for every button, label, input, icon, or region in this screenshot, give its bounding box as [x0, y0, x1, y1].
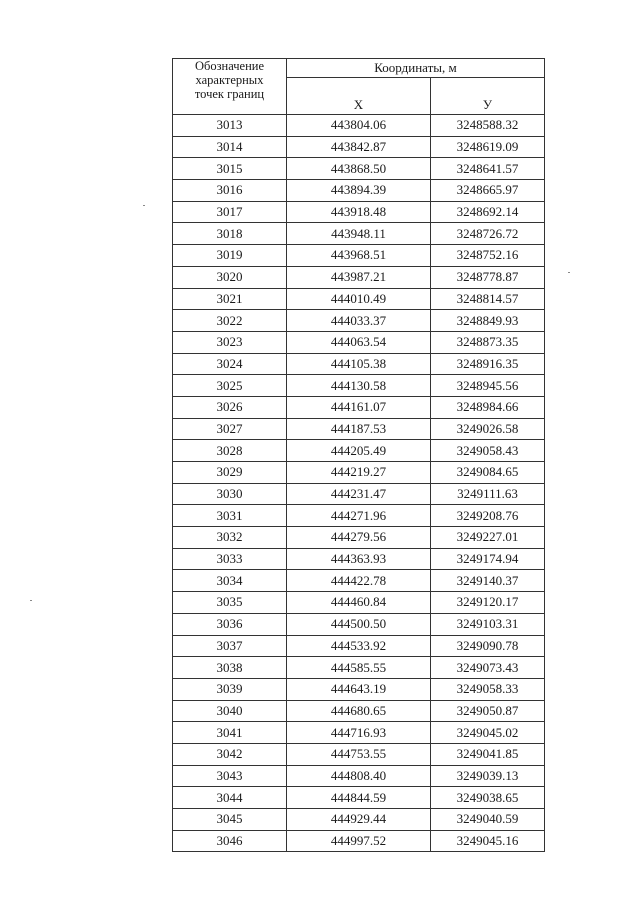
- x-coordinate-cell: 443918.48: [287, 201, 431, 223]
- table-row: [173, 635, 545, 657]
- point-id-cell: 3015: [173, 158, 287, 180]
- x-coordinate-cell: 444844.59: [287, 787, 431, 809]
- x-coordinate-cell: 444010.49: [287, 288, 431, 310]
- point-label-line-1: Обозначение: [194, 59, 265, 73]
- y-coordinate-cell: 3248641.57: [431, 158, 545, 180]
- y-coordinate-cell: 3249084.65: [431, 462, 545, 484]
- table-row: [173, 830, 545, 852]
- point-id-cell: 3027: [173, 418, 287, 440]
- y-coordinate-cell: 3249058.33: [431, 678, 545, 700]
- y-coordinate-cell: 3248665.97: [431, 180, 545, 202]
- point-id-cell: 3026: [173, 396, 287, 418]
- y-coordinate-cell: 3248873.35: [431, 331, 545, 353]
- table-row: [173, 743, 545, 765]
- point-id-cell: 3013: [173, 115, 287, 137]
- coordinates-header: Координаты, м: [287, 59, 545, 78]
- point-id-cell: 3045: [173, 809, 287, 831]
- table-row: [173, 765, 545, 787]
- y-coordinate-cell: 3249058.43: [431, 440, 545, 462]
- x-coordinate-cell: 444363.93: [287, 548, 431, 570]
- y-coordinate-cell: 3249045.02: [431, 722, 545, 744]
- table-row: [173, 396, 545, 418]
- table-row: [173, 245, 545, 267]
- x-coordinate-cell: 444753.55: [287, 743, 431, 765]
- x-coordinate-cell: 444643.19: [287, 678, 431, 700]
- x-coordinate-cell: 444187.53: [287, 418, 431, 440]
- table-row: [173, 462, 545, 484]
- x-coordinate-cell: 444063.54: [287, 331, 431, 353]
- point-id-cell: 3040: [173, 700, 287, 722]
- point-id-cell: 3041: [173, 722, 287, 744]
- y-coordinate-cell: 3248945.56: [431, 375, 545, 397]
- point-id-cell: 3016: [173, 180, 287, 202]
- point-label-header: [173, 59, 287, 115]
- point-id-cell: 3044: [173, 787, 287, 809]
- y-coordinate-cell: 3248814.57: [431, 288, 545, 310]
- y-coordinate-cell: 3249039.13: [431, 765, 545, 787]
- scan-speck: [143, 205, 145, 206]
- point-id-cell: 3029: [173, 462, 287, 484]
- y-coordinate-cell: 3248752.16: [431, 245, 545, 267]
- table-row: [173, 700, 545, 722]
- point-id-cell: 3038: [173, 657, 287, 679]
- table-row: [173, 310, 545, 332]
- point-id-cell: 3023: [173, 331, 287, 353]
- point-label-line-3: точек границ: [194, 87, 265, 101]
- table-header: [173, 59, 545, 115]
- table-row: [173, 115, 545, 137]
- x-coordinate-cell: 444997.52: [287, 830, 431, 852]
- point-id-cell: 3035: [173, 592, 287, 614]
- point-id-cell: 3042: [173, 743, 287, 765]
- point-id-cell: 3018: [173, 223, 287, 245]
- point-id-cell: 3030: [173, 483, 287, 505]
- x-coordinate-cell: 443868.50: [287, 158, 431, 180]
- y-coordinate-cell: 3249050.87: [431, 700, 545, 722]
- x-coordinate-cell: 444033.37: [287, 310, 431, 332]
- x-coordinate-cell: 443968.51: [287, 245, 431, 267]
- y-coordinate-cell: 3248984.66: [431, 396, 545, 418]
- table-row: [173, 657, 545, 679]
- y-coordinate-cell: 3249140.37: [431, 570, 545, 592]
- point-id-cell: 3025: [173, 375, 287, 397]
- x-coordinate-cell: 444105.38: [287, 353, 431, 375]
- x-coordinate-cell: 444585.55: [287, 657, 431, 679]
- y-column-header: У: [431, 78, 545, 115]
- x-coordinate-cell: 444460.84: [287, 592, 431, 614]
- table-row: [173, 331, 545, 353]
- x-coordinate-cell: 443842.87: [287, 136, 431, 158]
- table-row: [173, 548, 545, 570]
- y-coordinate-cell: 3248619.09: [431, 136, 545, 158]
- x-coordinate-cell: 444161.07: [287, 396, 431, 418]
- y-coordinate-cell: 3248692.14: [431, 201, 545, 223]
- table-row: [173, 266, 545, 288]
- table-row: [173, 505, 545, 527]
- table-row: [173, 613, 545, 635]
- point-id-cell: 3037: [173, 635, 287, 657]
- point-id-cell: 3022: [173, 310, 287, 332]
- x-coordinate-cell: 444271.96: [287, 505, 431, 527]
- y-coordinate-cell: 3249174.94: [431, 548, 545, 570]
- point-id-cell: 3028: [173, 440, 287, 462]
- x-coordinate-cell: 444716.93: [287, 722, 431, 744]
- table-row: [173, 418, 545, 440]
- point-id-cell: 3046: [173, 830, 287, 852]
- x-coordinate-cell: 444130.58: [287, 375, 431, 397]
- y-coordinate-cell: 3248849.93: [431, 310, 545, 332]
- y-coordinate-cell: 3249120.17: [431, 592, 545, 614]
- table-body: [173, 115, 545, 852]
- x-coordinate-cell: 444680.65: [287, 700, 431, 722]
- x-coordinate-cell: 444219.27: [287, 462, 431, 484]
- point-id-cell: 3032: [173, 527, 287, 549]
- point-id-cell: 3033: [173, 548, 287, 570]
- table-row: [173, 375, 545, 397]
- table-row: [173, 527, 545, 549]
- x-coordinate-cell: 444929.44: [287, 809, 431, 831]
- y-coordinate-cell: 3249090.78: [431, 635, 545, 657]
- scan-speck: [30, 600, 32, 601]
- y-coordinate-cell: 3248778.87: [431, 266, 545, 288]
- point-id-cell: 3024: [173, 353, 287, 375]
- x-column-header: X: [287, 78, 431, 115]
- table-row: [173, 223, 545, 245]
- y-coordinate-cell: 3249227.01: [431, 527, 545, 549]
- table-row: [173, 787, 545, 809]
- x-coordinate-cell: 443948.11: [287, 223, 431, 245]
- y-coordinate-cell: 3249026.58: [431, 418, 545, 440]
- table-row: [173, 809, 545, 831]
- x-coordinate-cell: 443804.06: [287, 115, 431, 137]
- x-coordinate-cell: 444205.49: [287, 440, 431, 462]
- point-label-line-2: характерных: [195, 73, 264, 87]
- table-row: [173, 592, 545, 614]
- y-coordinate-cell: 3248588.32: [431, 115, 545, 137]
- x-coordinate-cell: 444279.56: [287, 527, 431, 549]
- y-coordinate-cell: 3249040.59: [431, 809, 545, 831]
- table-row: [173, 440, 545, 462]
- x-coordinate-cell: 444533.92: [287, 635, 431, 657]
- table-row: [173, 678, 545, 700]
- point-id-cell: 3036: [173, 613, 287, 635]
- point-id-cell: 3021: [173, 288, 287, 310]
- point-id-cell: 3031: [173, 505, 287, 527]
- point-id-cell: 3017: [173, 201, 287, 223]
- table-row: [173, 136, 545, 158]
- table-row: [173, 180, 545, 202]
- table-row: [173, 158, 545, 180]
- table-row: [173, 288, 545, 310]
- point-id-cell: 3034: [173, 570, 287, 592]
- y-coordinate-cell: 3249073.43: [431, 657, 545, 679]
- table-row: [173, 570, 545, 592]
- point-id-cell: 3019: [173, 245, 287, 267]
- y-coordinate-cell: 3249208.76: [431, 505, 545, 527]
- point-id-cell: 3014: [173, 136, 287, 158]
- y-coordinate-cell: 3249111.63: [431, 483, 545, 505]
- point-id-cell: 3039: [173, 678, 287, 700]
- scan-speck: [568, 272, 570, 273]
- y-coordinate-cell: 3248916.35: [431, 353, 545, 375]
- x-coordinate-cell: 443894.39: [287, 180, 431, 202]
- x-coordinate-cell: 444422.78: [287, 570, 431, 592]
- table-row: [173, 201, 545, 223]
- y-coordinate-cell: 3249103.31: [431, 613, 545, 635]
- table-row: [173, 722, 545, 744]
- point-id-cell: 3043: [173, 765, 287, 787]
- coordinates-table: [172, 58, 545, 852]
- table-row: [173, 483, 545, 505]
- x-coordinate-cell: 443987.21: [287, 266, 431, 288]
- y-coordinate-cell: 3249045.16: [431, 830, 545, 852]
- table-row: [173, 353, 545, 375]
- x-coordinate-cell: 444231.47: [287, 483, 431, 505]
- y-coordinate-cell: 3249038.65: [431, 787, 545, 809]
- x-coordinate-cell: 444500.50: [287, 613, 431, 635]
- point-id-cell: 3020: [173, 266, 287, 288]
- y-coordinate-cell: 3248726.72: [431, 223, 545, 245]
- y-coordinate-cell: 3249041.85: [431, 743, 545, 765]
- x-coordinate-cell: 444808.40: [287, 765, 431, 787]
